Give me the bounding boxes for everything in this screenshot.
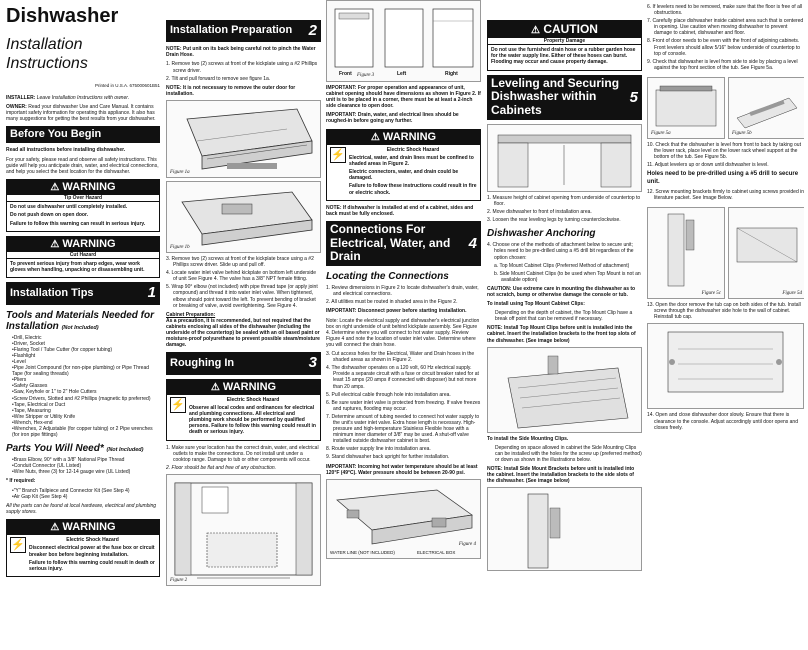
part-item: • Brass Elbow, 90° with a 3/8" National Pipe Thread	[12, 457, 160, 463]
figure-caption: Figure 1a	[170, 169, 190, 175]
side-clip-title: To install the Side Mounting Clips.	[487, 435, 569, 442]
level-step: 8. Front of door needs to be even with the front of adjoining cabinets. Front levelers should allow 5/16" below underside of countertop to top of console.	[647, 38, 801, 57]
prep-step: 5. Wrap 90° elbow (not included) with pipe thread tape (or apply joint compound) and thread it into water inlet valve. When tightened, elbow should point toward the left. To prevent bending of bracket or breaking of valve, avoid overtightening. See Figure 4.	[166, 284, 318, 309]
level-step: 3. Loosen the rear leveling legs by turning counterclockwise.	[487, 217, 621, 224]
locate-note: Note: Locate the electrical supply and dishwasher's electrical junction box on right underside of unit behind kickplate assembly. See Figure 4. Determine where you will connect to hot water supply. Review Figure 4 and note the location of water inlet valve. Determine where you will connect the drain hose.	[326, 317, 480, 348]
prep-note-2: NOTE: It is not necessary to remove the outer door for installation.	[166, 84, 296, 97]
tool-item: • Safety Glasses	[12, 383, 160, 389]
conn-step: 7. Determine amount of tubing needed to connect hot water supply to the unit's water inlet valve. Extra hose length is necessary. High-pressure and high-temperature Stainless Flexible hose with a minimum inner diameter of 3/8" may be used. A shut-off valve installed outside dishwasher cabinet is best.	[326, 413, 480, 445]
figure-caption: Figure 1b	[170, 244, 190, 250]
top-mount-clip-diagram	[488, 348, 641, 434]
cabinet-prep-text: As a precaution, it is recommended, but not required that the cabinets enclosing all sides of the dishwasher (including the underside of the countertop) be sealed with an oil based paint or moisture-proof polyurethane to prevent possible steam/moisture damage.	[166, 317, 320, 349]
warning-sub: Tip Over Hazard	[7, 195, 159, 202]
connections-header: Connections For Electrical, Water, and Drain 4	[326, 221, 481, 266]
conn-step: 6. Be sure water inlet valve is protected from freezing. If valve freezes and ruptures, flooding may occur.	[326, 399, 481, 412]
shock-hazard-icon: ⚡	[171, 398, 185, 411]
locating-heading: Locating the Connections	[326, 271, 449, 283]
figure-5c	[647, 207, 725, 299]
cabinet-opening-illustration	[488, 125, 641, 193]
tool-item: • Pliers	[12, 377, 160, 383]
warning-line: Observe all local codes and ordinances for electrical and plumbing connections. All electrical and plumbing work should be performed by qualified persons. Failure to follow this warning could result in death or serious injury.	[189, 405, 316, 436]
prep-step: 2. Tilt and pull forward to remove see figure 1a.	[166, 75, 271, 82]
level-step: 12. Screw mounting brackets firmly to cabinet using screws provided in literature packet. See Image Below.	[647, 188, 804, 202]
top-clip-title: To install using Top Mount Cabinet Clips:	[487, 301, 585, 308]
warning-line: Failure to follow this warning could result in death or serious injury.	[29, 559, 155, 572]
important-3: IMPORTANT: Disconnect power before starting installation.	[326, 308, 467, 315]
top-clip-text: Depending on the depth of cabinet, the Top Mount Clip have a break off point that can be removed if necessary.	[495, 310, 633, 323]
tool-item: • Level	[12, 359, 160, 365]
warning-cut: ⚠ WARNING Cut Hazard To prevent serious injury from sharp edges, wear work gloves when handling, unpacking or disassembling unit.	[6, 236, 160, 279]
level-step: 14. Open and close dishwasher door slowly. Ensure that there is clearance to the console. Adjust accordingly until door opens and closes freely.	[647, 412, 798, 431]
important-2: IMPORTANT: Drain, water, and electrical lines should be roughed-in before going any further.	[326, 112, 459, 125]
open-dishwasher-illustration	[648, 324, 803, 410]
tool-item: • Pipe Joint Compound (for non-pipe plumbing) or Pipe Thread Tape (for sealing threads)	[12, 365, 160, 377]
top-clip-note: NOTE: Install Top Mount Clips before unit is installed into the cabinet. Insert the installation brackets to the front top slots of the dishwasher. (See image below)	[487, 325, 636, 344]
figure-5a	[647, 77, 725, 139]
tool-item: • Tape, Electrical or Duct	[12, 402, 160, 408]
warning-triangle-icon: ⚠	[50, 521, 60, 533]
side-mount-clip-diagram	[488, 488, 641, 572]
view-label: Right	[445, 71, 458, 77]
owner-text: Read your dishwasher Use and Care Manual. It contains important safety information for operating this appliance. It also has many suggestions for getting the best results from your dishwasher.	[6, 103, 156, 122]
warning-line: Electric connectors, water, and drain could be damaged.	[349, 169, 459, 182]
conn-step: 9. Stand dishwasher back upright for further installation.	[326, 454, 450, 461]
rough-step: 2. Floor should be flat and free of any obstruction.	[166, 464, 277, 471]
warning-line: Failure to follow this warning can result in serious injury.	[10, 220, 146, 227]
important-4: IMPORTANT: Incoming hot water temperature should be at least 120°F (49°C). Water pressure should be between 20-90 psi.	[326, 463, 478, 476]
before-p2: For your safety, please read and observe all safety instructions. This guide will help you anticipate drain, water, and electrical connections, and help you select the best location for the dishwasher.	[6, 156, 159, 175]
conn-step: 3. Cut access holes for the Electrical, Water and Drain hoses in the shaded areas as shown in Figure 2.	[326, 351, 475, 364]
view-label: Front	[339, 71, 352, 77]
cabinet-illustration	[487, 124, 642, 192]
figure-4	[326, 479, 481, 559]
figure-1a	[166, 100, 321, 178]
parts-list	[12, 457, 160, 475]
tool-item: • Wrench, Hex-end	[12, 420, 160, 426]
holes-heading: Holes need to be pre-drilled using a #5 drill to secure unit.	[647, 171, 799, 185]
warning-triangle-icon: ⚠	[50, 238, 60, 250]
column-5	[647, 0, 804, 650]
warning-line: Failure to follow these instructions could result in fire or electric shock.	[349, 183, 477, 196]
prep-step: 3. Remove two (2) screws at front of the kickplate brace using a #2 Phillips screw driver. Slide up and pull off.	[166, 255, 314, 269]
installer-text: Leave Installation Instructions with owner.	[36, 94, 130, 101]
warning-sub: Cut Hazard	[7, 252, 159, 259]
warning-line: Do not push down on open door.	[10, 212, 89, 219]
parts-heading: Parts You Will Need* (Not Included)	[6, 443, 144, 455]
warning-triangle-icon: ⚠	[370, 131, 380, 143]
warning-electric-shock-3: ⚠ WARNING ⚡ Electric Shock Hazard Electrical, water, and drain lines must be confined to shaded areas in Figure 2. Electric connectors, water, and drain could be damaged. Failure to follow these instructions could result in fire or electric shock.	[326, 129, 481, 201]
level-step: 9. Check that dishwasher is level from side to side by placing a level against the top front section of the tub. See Figure 5a.	[647, 58, 798, 71]
required-list	[12, 488, 160, 500]
side-clip-note: NOTE: Install Side Mount Brackets before unit is installed into the cabinet. Insert the installation brackets to the side slots of the dishwasher. (See image below)	[487, 466, 635, 485]
view-label: Left	[397, 71, 407, 77]
figure-5d	[728, 207, 804, 299]
column-3	[326, 0, 481, 650]
anchor-step: 4. Choose one of the methods of attachment below to secure unit; holes need to be pre-drilled using a #5 drill bit regardless of the option chosen:	[487, 242, 634, 261]
side-clip-illustration	[487, 487, 642, 571]
tools-list	[12, 335, 160, 439]
tool-item: • Drill, Electric	[12, 335, 160, 341]
installer-label: INSTALLER:	[6, 94, 36, 101]
cabinet-dimension-diagram	[167, 475, 320, 587]
figure-caption: Figure 5d	[782, 291, 802, 297]
if-required: * If required:	[6, 478, 36, 485]
installation-tips-header: Installation Tips 1	[6, 282, 160, 304]
figure-5b	[728, 77, 804, 139]
doc-subtitle: Installation Instructions	[6, 36, 88, 72]
figure-caption: Figure 4	[458, 541, 476, 547]
shock-hazard-icon: ⚡	[11, 539, 25, 552]
level-step: 11. Adjust levelers up or down until dishwasher is level.	[647, 162, 769, 169]
tool-item: • Tape, Measuring	[12, 408, 160, 414]
warning-sub: Electric Shock Hazard	[386, 146, 440, 153]
caution-2: CAUTION: Use extreme care in mounting the dishwasher as to not scratch, bump or otherwise damage the console or tub.	[487, 285, 636, 298]
required-item: • Air Gap Kit (See Step 4)	[12, 494, 160, 500]
level-step: 10. Check that the dishwasher is level from front to back by taking out the lower rack, place level on the lower rack wheel support at the bottom of the tub. See Figure 5b.	[647, 141, 801, 161]
owner-label: OWNER:	[6, 103, 27, 110]
tool-item: • Driver, Socket	[12, 341, 160, 347]
warning-line: Disconnect electrical power at the fuse box or circuit breaker box before beginning installation.	[29, 545, 155, 558]
warning-triangle-icon: ⚠	[210, 381, 220, 393]
top-clip-illustration	[487, 347, 642, 433]
doc-title: Dishwasher	[6, 5, 119, 27]
prep-note-1: NOTE: Put unit on its back being careful not to pinch the Water Drain Hose.	[166, 46, 316, 59]
level-step: 7. Carefully place dishwasher inside cabinet area such that is centered in opening. Use caution when moving dishwasher to prevent damage to cabinet, dishwasher and floor.	[647, 18, 804, 37]
figure-caption: Figure 5a	[651, 130, 671, 136]
anchor-option: b. Side Mount Cabinet Clips (to be used when Top Mount is not an available option)	[494, 270, 641, 283]
warning-line: Do not use the furnished drain hose or a rubber garden hose for the water supply line. Either of these hoses can burst. Flooding may occur and cause property damage.	[491, 47, 636, 66]
dishwasher-kickplate-illustration	[167, 101, 320, 179]
warning-triangle-icon: ⚠	[531, 25, 540, 36]
column-1	[6, 0, 160, 650]
tub-open-illustration	[647, 323, 804, 409]
tool-item: • Screw Drivers, Slotted and #2 Phillips (magnetic tip preferred)	[12, 396, 160, 402]
tools-heading: Tools and Materials Needed for Installation (Not Included)	[6, 309, 154, 332]
tool-item: • Flaring Tool / Tube Cutter (for copper tubing)	[12, 347, 160, 353]
prep-step: 4. Locate water inlet valve behind kickplate on bottom left underside of unit See Figure 4. The valve has a 3/8" NPT female fitting.	[166, 270, 317, 283]
tub-cap-illustration	[729, 208, 804, 300]
level-step: 13. Open the door remove the tub cap on both sides of the tub. Install screw through the dishwasher side hole to the wall of cabinet. Reinstall tub cap.	[647, 302, 801, 321]
level-step: 2. Move dishwasher to front of installation area.	[487, 209, 592, 216]
warning-line: Do not use dishwasher until completely installed.	[10, 204, 128, 211]
rough-step: 1. Make sure your location has the correct drain, water, and electrical outlets to make the connections. Do not install unit under a cooktop range. Damage to tub or other components will occur.	[166, 444, 319, 463]
before-you-begin-header: Before You Begin	[6, 126, 160, 143]
figure-caption: Figure 5b	[732, 130, 752, 136]
conn-step: 8. Route water supply line into installation area.	[326, 446, 431, 453]
side-clip-text: Depending on space allowed in cabinet the Side Mounting Clips can be installed with the holes for the screw up (preferred method) or down as shown in the illustrations below.	[495, 444, 642, 463]
warning-electric-shock-2: ⚠ WARNING ⚡ Electric Shock Hazard Observe all local codes and ordinances for electrical and plumbing connections. All electrical and plumbing work should be performed by qualified persons. Failure to follow this warning could result in death or serious injury.	[166, 379, 321, 441]
part-item: • Conduit Connector (UL Listed)	[12, 463, 160, 469]
electrical-box-label: ELECTRICAL BOX	[417, 550, 456, 556]
tool-item: • Saw, Keyhole or 1" to 2" Hole Cutters	[12, 389, 160, 395]
parts-foot: All the parts can be found at local hardware, electrical and plumbing supply stores.	[6, 502, 157, 515]
caution-property-damage: ⚠ CAUTION Property Damage Do not use the furnished drain hose or a rubber garden hose for the water supply line. Either of these hoses can burst. Flooding may occur and cause property damage.	[487, 20, 642, 71]
anchor-option: a. Top Mount Cabinet Clips (Preferred Method of attachment)	[494, 262, 630, 269]
warning-line: To prevent serious injury from sharp edges, wear work gloves when handling, unpacking or disassembling unit.	[10, 261, 145, 274]
tool-item: • Wire Stripper or Utility Knife	[12, 414, 160, 420]
cabinet-prep-title: Cabinet Preparation:	[166, 311, 216, 318]
printed-info: Printed in U.S.A. 675000601B51	[94, 83, 160, 89]
warning-triangle-icon: ⚠	[50, 181, 60, 193]
level-step: 1. Measure height of cabinet opening from underside of countertop to floor.	[487, 194, 641, 208]
warning-electric-shock: ⚠ WARNING ⚡ Electric Shock Hazard Disconnect electrical power at the fuse box or circuit breaker box before beginning installation. Failure to follow this warning could result in death or serious injury.	[6, 519, 160, 577]
loc-step: 1. Review dimensions in Figure 2 to locate dishwasher's drain, water, and electrical connections.	[326, 285, 479, 298]
figure-2	[166, 474, 321, 586]
column-4	[487, 0, 642, 650]
important-1: IMPORTANT: For proper operation and appearance of unit, cabinet opening should have dimensions as shown in Figure 2. If unit is to be placed in a corner, there must be at least a 2-inch side clearance to open door.	[326, 85, 481, 110]
warning-tip-over: ⚠ WARNING Tip Over Hazard Do not use dishwasher until completely installed. Do not push down on open door. Failure to follow this warning can result in serious injury.	[6, 179, 160, 232]
tool-item: • Wrenches, 2 Adjustable (for copper tubing) or 2 Pipe wrenches (for iron pipe fittings)	[12, 426, 160, 438]
underside-connections-diagram	[327, 480, 480, 560]
figure-1b	[166, 181, 321, 253]
warning-sub: Electric Shock Hazard	[226, 396, 280, 403]
conn-step: 4. The dishwasher operates on a 120 volt, 60 Hz electrical supply. Provide a separate circuit with a fuse or circuit breaker rated for at least 15 amps (20 amps if connected with disposer) but not more than 20 amps.	[326, 365, 479, 390]
figure-caption: Figure 2	[170, 577, 188, 583]
warning-sub: Electric Shock Hazard	[66, 537, 119, 544]
enclosure-note: NOTE: If dishwasher is installed at end of a cabinet, sides and back must be fully enclosed.	[326, 204, 474, 217]
loc-step: 2. All utilities must be routed in shaded area in the Figure 2.	[326, 299, 458, 306]
shock-hazard-icon: ⚡	[331, 148, 345, 161]
water-line-label: WATER LINE (NOT INCLUDED)	[330, 550, 395, 556]
roughing-in-header: Roughing In 3	[166, 352, 321, 374]
figure-caption: Figure 5c	[701, 291, 721, 297]
warning-sub: Property Damage	[488, 38, 641, 45]
column-2	[166, 0, 321, 650]
figure-caption: Figure 3	[357, 72, 375, 78]
leveling-header: Leveling and Securing Dishwasher within Cabinets 5	[487, 75, 642, 120]
kickplate-brace-illustration	[167, 182, 320, 254]
required-item: • "Y" Branch Tailpiece and Connector Kit (See Step 4)	[12, 488, 160, 494]
conn-step: 5. Pull electrical cable through hole into installation area.	[326, 391, 451, 398]
tool-item: • Flashlight	[12, 353, 160, 359]
before-p1: Read all instructions before installing dishwasher.	[6, 147, 126, 154]
anchoring-heading: Dishwasher Anchoring	[487, 228, 596, 240]
warning-line: Electrical, water, and drain lines must be confined to shaded areas in Figure 2.	[349, 155, 474, 168]
prep-step: 1. Remove two (2) screws at front of the kickplate using a #2 Phillips screw driver.	[166, 61, 318, 74]
part-item: • Wire Nuts, three (3) for 12-14 gauge wire (UL Listed)	[12, 469, 160, 475]
figure-3	[326, 0, 481, 82]
installation-prep-header: Installation Preparation 2	[166, 20, 321, 42]
level-step: 6. If levelers need to be removed, make sure that the floor is free of all obstructions.	[647, 4, 803, 17]
bracket-mount-illustration	[648, 208, 724, 300]
